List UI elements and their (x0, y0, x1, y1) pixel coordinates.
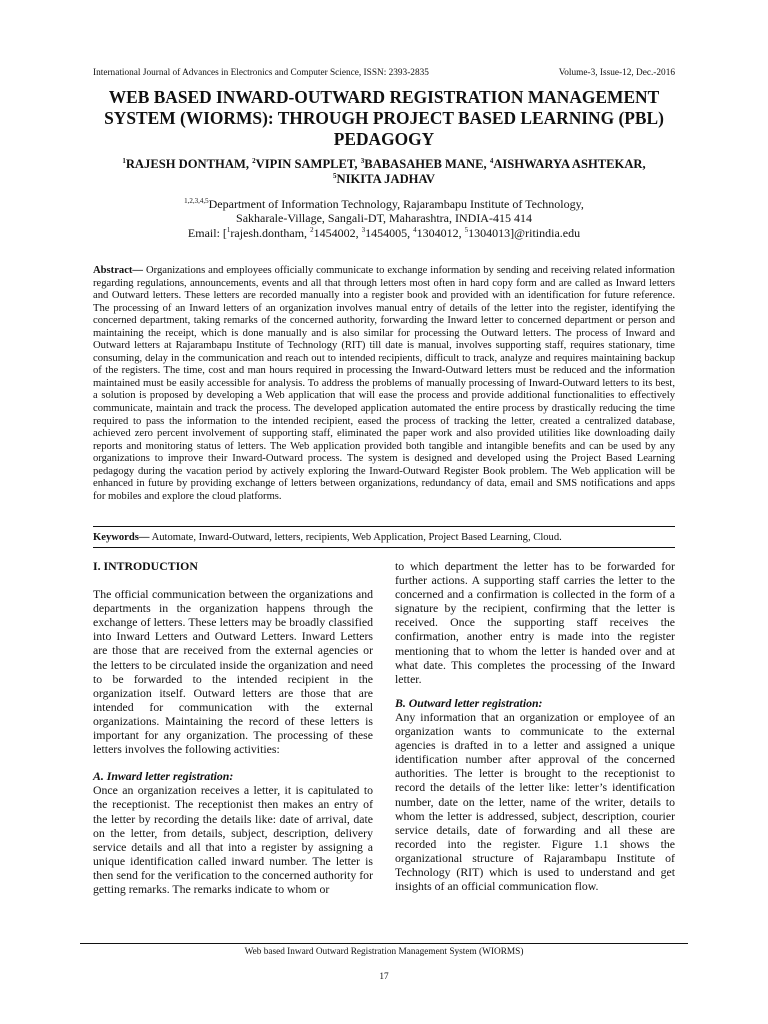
abstract-text: Organizations and employees officially communicate to exchange information by sending and receiving related information regarding regulations, announcements, events and all that through letters most often in hard copy form and are called as Inward letters and Outward letters. These letters are recorded manually into a register book and provided with an identification for future reference. The processing of an Inward letters of an organization involves manual entry of details of the letter into the register, identifying the concerned department, taking remarks of the concerned authority, forwarding the Inward letter to concerned department or person and maintaining the receipt, which is done manually and is also similar for processing the Outward letters. The process of Inward and Outward letters at Rajarambapu Institute of Technology (RIT) till date is manual, involves supporting staff, requires stationary, time consuming, delay in the communication and reach out to intended recipients, difficult to track, analyze and requires maintaining backup of the registers. The time, cost and man hours required in processing the Inward-Outward letters must be reduced and the information maintained must be easily accessible for analysis. To address the problems of manually processing of Inward-Outward letters to its best, a solution is proposed by developing a Web application that will ease the process and provide additional functionalities to effectively communicate, maintain and track the process. The developed application automated the entire process by drastically reducing the time required to pass the information to the intended recipient, eased the process of tracking the letter, created a centralized database, achieved zero percent involvement of supporting staff, eliminated the paper work and also provided utilities like downloading daily reports and monitoring status of letters. The Web application provided both tangible and intangible benefits and can be used by any organizations to improve their Inward-Outward process. The system is designed and developed using the Project Based Learning pedagogy during the vacation period by actively exploring the Inward-Outward Register Book problem. The Web application will be enhanced in future by providing exchange of letters between organizations, redundancy of data, email and SMS notifications and apps for mobiles and explore the cloud platforms. (93, 265, 675, 502)
volume-issue: Volume-3, Issue-12, Dec.-2016 (558, 68, 675, 78)
inward-continued-paragraph: to which department the letter has to be forwarded for further actions. A supporting staff carries the letter to the concerned and a confirmation is collected in the form of a signature by the recipient, confirming that the letter is received. Once the supporting staff receives the confirmation, another entry is made into the register mentioning that to whom the letter is handed over and at what date. This completes the processing of the Inward letter. (395, 559, 675, 686)
section-heading-introduction: I. INTRODUCTION (93, 559, 198, 573)
abstract (93, 265, 675, 503)
paper-title: WEB BASED INWARD-OUTWARD REGISTRATION MANAGEMENT SYSTEM (WIORMS): THROUGH PROJECT BASED LEARNING (PBL) PEDAGOGY (104, 87, 664, 149)
abstract-label: Abstract— (93, 265, 144, 276)
author: $^4$AISHWARYA ASHTEKAR, (489, 157, 646, 171)
keywords-bottom-rule (93, 547, 675, 548)
department-line: $^{1,2,3,4,5}$Department of Information Technology, Rajarambapu Institute of Technology, (184, 197, 584, 211)
author-list (80, 157, 688, 187)
affiliation (120, 197, 648, 240)
subsection-heading-inward: A. Inward letter registration: (93, 769, 234, 784)
email-line: Email: [$^1$rajesh.dontham, $^2$1454002, $^3$1454005, $^4$1304012, $^5$1304013]@ritindia.edu (187, 225, 581, 240)
keywords (93, 531, 675, 544)
keywords-text: Automate, Inward-Outward, letters, recipients, Web Application, Project Based Learning, Cloud. (149, 532, 562, 543)
footer-rule (80, 943, 688, 944)
author: $^2$VIPIN SAMPLET, (252, 157, 361, 171)
right-column (395, 559, 675, 893)
subsection-heading-outward: B. Outward letter registration: (395, 695, 543, 710)
address-line: Sakharale-Village, Sangali-DT, Maharashtra, INDIA-415 414 (236, 211, 532, 226)
outward-paragraph: Any information that an organization or employee of an organization wants to communicate to the external agencies is drafted in to a letter and assigned a unique identification number after approval of the concerned authorities. The letter is brought to the receptionist to record the details of the letter like: letter’s identification number, date on the letter, name of the writer, details to whom the letter is addressed, subject, description, courier service details, date of forwarding and all these are recorded into the register. Figure 1.1 shows the organizational structure of Rajarambapu Institute of Technology (RIT) which is used to understand and get insights of an official communication flow. (395, 709, 675, 894)
keywords-top-rule (93, 526, 675, 527)
author: $^3$BABASAHEB MANE, (360, 157, 490, 171)
page-number: 17 (379, 972, 389, 982)
author: $^1$RAJESH DONTHAM, (122, 157, 253, 171)
inward-paragraph: Once an organization receives a letter, it is capitulated to the receptionist. The receptionist then makes an entry of the letter by recording the details like: date of arrival, date on the letter, from details, subject, description, delivery service details and all that into a register by assigning a unique identification called inward number. The letter is then send for the verification to the concerned authority for getting remarks. The remarks indicate to whom or (93, 783, 373, 896)
footer-title: Web based Inward Outward Registration Management System (WIORMS) (244, 947, 524, 957)
author: $^5$NIKITA JADHAV (332, 172, 436, 186)
intro-paragraph: The official communication between the organizations and departments in the organization happens through the exchange of letters. These letters may be broadly classified into Inward Letters and Outward Letters. Inward Letters are those that are received from the external agencies or the letters to be circulated inside the organization and need to be forwarded to the intended recipient in the organization itself. Outward letters are those that are intended for communication with the external organizations. Maintaining the record of these letters is important for any organization. The processing of these letters involves the following activities: (93, 587, 373, 757)
journal-name: International Journal of Advances in Electronics and Computer Science, ISSN: 2393-2835 (93, 68, 429, 78)
left-column (93, 559, 373, 896)
keywords-label: Keywords— (93, 532, 150, 543)
